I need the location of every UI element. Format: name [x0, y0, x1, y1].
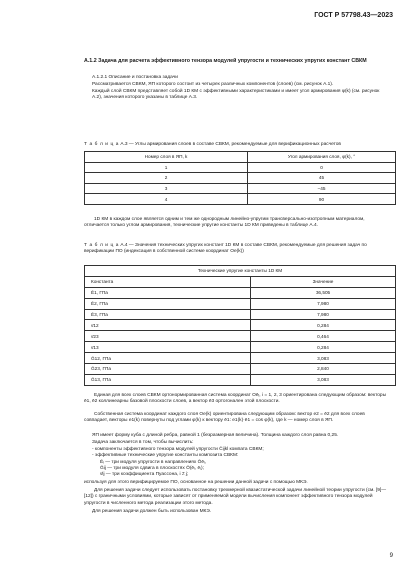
table-row [85, 287, 396, 298]
table-cell: 7,980 [251, 309, 396, 320]
paragraph: Каждый слой СВКМ представляет собой 1D КМ с эффективными характеристиками и имеет угол армирования φ(k) (см. рисунок А.2), значения которого указаны в таблице А.3. [92, 89, 380, 101]
table-cell: 3,083 [251, 353, 396, 364]
paragraph: 1D КМ в каждом слое является одним и тем же однородным линейно-упругим трансверсально-изотропным материалом, отличается только углом армирования, технические упругие константы 1D КМ приведены в таблице А.4. [84, 217, 365, 229]
table-cell: 7,980 [251, 298, 396, 309]
table-cell: 4 [85, 194, 248, 205]
table-span-header-row [85, 266, 396, 277]
table-cell: 3,083 [251, 374, 396, 385]
table-span-header: Технические упругие константы 1D КМ [85, 266, 396, 277]
list-item: ν̄ij — три коэффициента Пуассона, i ≠ j; [100, 472, 189, 478]
table-cell: Ē3, ГПа [85, 309, 251, 320]
table-cell: 1 [85, 162, 248, 173]
table-row [85, 342, 396, 353]
paragraph: используя для этого верифицируемое ПО, основанное на решении данной задачи с помощью МКЭ. [84, 480, 308, 485]
paragraph: Собственная система координат каждого слоя Oe(k) ориентирована следующим образом: вектор e2 = ē2 для всех слоев совпадает, векторы e1(k) повернуты под углами φ(k) к вектору ē1: e1(k)·ē1 = cos φ(k), где k — номер слоя в ЯП. [84, 412, 365, 424]
table-cell: 90 [248, 194, 396, 205]
table-cell: Ē2, ГПа [85, 298, 251, 309]
standard-header: ГОСТ Р 57798.43—2023 [314, 12, 393, 19]
table-header-cell: Значение [251, 276, 396, 287]
table-cell: Ē1, ГПа [85, 287, 251, 298]
subsection-heading: А.1.2.1 Описание и постановка задачи [92, 75, 178, 80]
table-cell: Ḡ12, ГПа [85, 353, 251, 364]
table-cell: 45 [248, 173, 396, 184]
table-row [85, 353, 396, 364]
table-row [85, 331, 396, 342]
table-cell: ν̄23 [85, 331, 251, 342]
table-cell: 0 [248, 162, 396, 173]
paragraph: Для решения задачи должен быть использован МКЭ. [92, 509, 212, 514]
caption-text: А.3 — Углы армирования слоев в составе СВКМ, рекомендуемые для верификационных расчетов [120, 142, 341, 147]
table-cell: 2 [85, 173, 248, 184]
table-row [85, 183, 396, 194]
table-header-row [85, 276, 396, 287]
table-header-cell: Угол армирования слоя, φ(k), ° [248, 152, 396, 163]
caption-lead: Т а б л и ц а [84, 142, 120, 147]
table-cell: ν̄12 [85, 320, 251, 331]
table-caption [84, 142, 394, 148]
table-row [85, 364, 396, 375]
table-header-row [85, 152, 396, 163]
table-row [85, 320, 396, 331]
table-row [85, 309, 396, 320]
paragraph: Задача заключается в том, чтобы вычислить: [92, 440, 194, 445]
caption-lead: Т а б л и ц а [84, 243, 120, 248]
paragraph: ЯП имеет форму куба с длиной ребра, равной 1 (безразмерная величина). Толщина каждого слоя равна 0,25. [92, 433, 339, 438]
table-cell: ν̄13 [85, 342, 251, 353]
table-layer-angles [84, 151, 396, 205]
table-caption [84, 243, 394, 256]
table-cell: 2,840 [251, 364, 396, 375]
table-cell: 3 [85, 183, 248, 194]
table-cell: 0,284 [251, 320, 396, 331]
caption-text: А.4 — Значения технических упругих констант 1D КМ в составе СВКМ, рекомендуемые для решения задач по верификации ПО (индексация в собственной системе координат Oe(k)) [84, 243, 367, 255]
table-row [85, 162, 396, 173]
bullet-list [92, 447, 390, 478]
table-cell: −45 [248, 183, 396, 194]
list-item: - компоненты эффективного тензора модулей упругости C̄ijkl компата СВКМ; [92, 447, 264, 452]
table-cell: 36,505 [251, 287, 396, 298]
list-item: - эффективные технические упругие константы композита СВКМ: [92, 453, 239, 459]
table-row [85, 194, 396, 205]
list-item: Ēᵢ — три модуля упругости в направлениях Ōēᵢ, [100, 459, 207, 465]
table-cell: Ḡ23, ГПа [85, 364, 251, 375]
section-title: А.1.2 Задача для расчета эффективного тензора модулей упругости и технических упругих констант СВКМ [84, 58, 367, 64]
table-header-cell: Номер слоя в ЯП, k [85, 152, 248, 163]
table-header-cell: Константа [85, 276, 251, 287]
paragraph: Для решения задачи следует использовать постановку трехмерной квазистатической задачи линейной теории упругости (см. [9]—[12]) с граничными условиями, которые зависят от применяемой модели вычисления компонент эффективного тензора модулей упругости в численного метода реализации этого метода. [84, 488, 387, 506]
table-cell: Ḡ13, ГПа [85, 374, 251, 385]
list-item: Ḡij — три модуля сдвига в плоскостях Ō(ēᵢ, ēⱼ); [100, 465, 204, 471]
table-row [85, 374, 396, 385]
table-row [85, 298, 396, 309]
page-number: 9 [389, 553, 393, 559]
table-cell: 0,284 [251, 342, 396, 353]
paragraph: Единая для всех слоев СВКМ ортонормированная система координат Oēᵢ, i = 1, 2, 3 ориентирована следующим образом: векторы ē1, ē2 коллинеарны базовой плоскости слоев, а вектор ē3 ортогонален этой плоскости. [84, 393, 387, 405]
paragraph: Рассматривается СВКМ, ЯП которого состоит из четырех различных компонентов (слоев) (см. рисунок А.1). [92, 82, 334, 87]
table-elastic-constants [84, 265, 396, 386]
table-row [85, 173, 396, 184]
table-cell: 0,464 [251, 331, 396, 342]
